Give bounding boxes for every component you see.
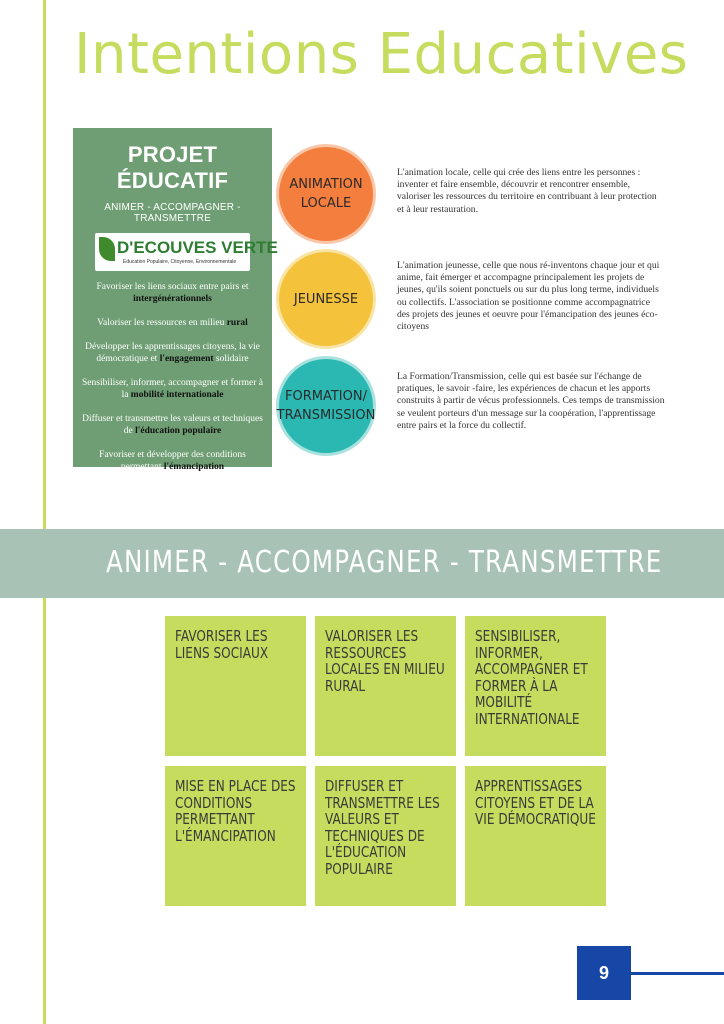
ecouves-verte-logo xyxy=(95,233,278,271)
circle-jeunesse: JEUNESSE xyxy=(276,249,376,349)
page-title: Intentions Educatives xyxy=(74,22,689,87)
goal-item: Favoriser les liens sociaux entre pairs et intergénérationnels xyxy=(96,282,249,304)
banner-title: ANIMER - ACCOMPAGNER - TRANSMETTRE xyxy=(106,545,663,580)
page-number: 9 xyxy=(577,946,631,1000)
goals-list xyxy=(81,281,264,473)
goal-item: Sensibiliser, informer, accompagner et former à la mobilité internationale xyxy=(82,378,263,400)
description-formation: La Formation/Transmission, celle qui est basée sur l'échange de pratiques, le savoir -faire, les expériences de chacun et les apports construits à partir de vécus professionnels. Ces temps de transmission se veulent porteurs d'un message sur la coopération, l'apprentissage entre pairs et la force du collectif. xyxy=(397,371,665,431)
goal-item: Développer les apprentissages citoyens, la vie démocratique et l'engagement solidaire xyxy=(85,342,260,364)
left-accent-line xyxy=(43,0,46,1024)
card-liens-sociaux: FAVORISER LES LIENS SOCIAUX xyxy=(165,616,306,756)
circle-formation-transmission: FORMATION/ TRANSMISSION xyxy=(276,356,376,456)
description-jeunesse: L'animation jeunesse, celle que nous ré-inventons chaque jour et qui anime, fait émerger et accompagne principalement les projets de jeunes, qu'ils soient ponctuels ou sur du plus long terme, individuels ou collectifs. L'association se positionne comme accompagnatrice des projets des jeunes et oeuvre pour l'émancipation des jeunes éco-citoyens xyxy=(397,260,660,333)
circle-animation-locale: ANIMATION LOCALE xyxy=(276,144,376,244)
page-number-rule xyxy=(631,972,724,975)
projet-educatif-panel xyxy=(73,128,278,472)
card-vie-democratique: APPRENTISSAGES CITOYENS ET DE LA VIE DÉMOCRATIQUE xyxy=(465,766,606,906)
card-mobilite-internationale: SENSIBILISER, INFORMER, ACCOMPAGNER ET FORMER À LA MOBILITÉ INTERNATIONALE xyxy=(465,616,606,756)
card-emancipation: MISE EN PLACE DES CONDITIONS PERMETTANT L'ÉMANCIPATION xyxy=(165,766,306,906)
goal-item: Diffuser et transmettre les valeurs et techniques de l'éducation populaire xyxy=(82,414,263,436)
panel-title: PROJET ÉDUCATIF xyxy=(116,142,229,193)
logo-tagline: Education Populaire, Citoyenne, Environnementale xyxy=(123,259,237,265)
section-banner xyxy=(0,529,724,598)
leaf-icon xyxy=(99,237,115,261)
panel-subtitle: ANIMER - ACCOMPAGNER - TRANSMETTRE xyxy=(104,202,241,224)
logo-name: D'ECOUVES VERTE xyxy=(117,238,278,257)
card-ressources-locales: VALORISER LES RESSOURCES LOCALES EN MILIEU RURAL xyxy=(315,616,456,756)
card-education-populaire: DIFFUSER ET TRANSMETTRE LES VALEURS ET TECHNIQUES DE L'ÉDUCATION POPULAIRE xyxy=(315,766,456,906)
goal-item: Valoriser les ressources en milieu rural xyxy=(97,318,248,328)
goal-item: Favoriser et développer des conditions permettant l'émancipation xyxy=(99,450,246,472)
description-animation-locale: L'animation locale, celle qui crée des liens entre les personnes : inventer et faire ensemble, découvrir et rencontrer ensemble, valoriser les ressources du territoire en contribuant à leur protection et à leur restauration. xyxy=(397,167,657,215)
